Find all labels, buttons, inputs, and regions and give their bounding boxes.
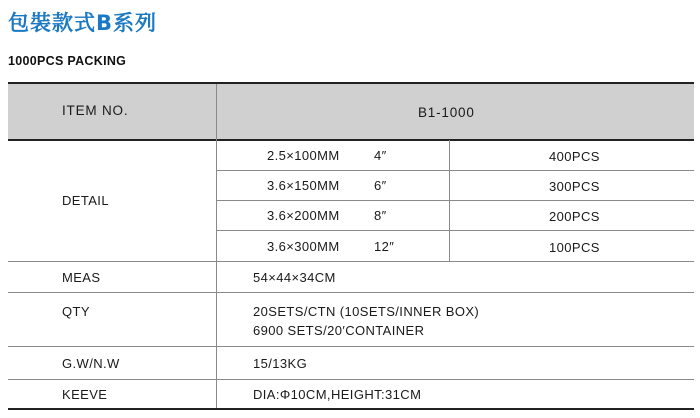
meas-bottom-rule <box>8 292 694 293</box>
detail-size: 3.6×200MM <box>267 208 340 223</box>
detail-divider-3 <box>216 230 694 231</box>
label-column-divider <box>216 84 217 408</box>
qty-bottom-rule <box>8 346 694 347</box>
detail-inch: 12″ <box>374 239 395 254</box>
meas-value: 54×44×34CM <box>253 270 336 285</box>
packing-subtitle: 1000PCS PACKING <box>8 54 127 68</box>
table-top-rule <box>8 82 694 84</box>
detail-qty: 300PCS <box>549 179 600 194</box>
keeve-value: DIA:Φ10CM,HEIGHT:31CM <box>253 387 422 402</box>
qty-line-2: 6900 SETS/20′CONTAINER <box>253 323 425 338</box>
detail-label: DETAIL <box>62 193 109 208</box>
qty-line-1: 20SETS/CTN (10SETS/INNER BOX) <box>253 304 480 319</box>
detail-size: 3.6×150MM <box>267 178 340 193</box>
detail-qty: 200PCS <box>549 209 600 224</box>
item-no-label: ITEM NO. <box>62 103 129 118</box>
detail-qty: 400PCS <box>549 149 600 164</box>
table-bottom-rule <box>8 408 694 410</box>
qty-label: QTY <box>62 304 90 319</box>
detail-inch: 6″ <box>374 178 387 193</box>
weight-value: 15/13KG <box>253 356 308 371</box>
detail-divider-1 <box>216 170 694 171</box>
page-title: 包裝款式B系列 <box>8 11 158 35</box>
detail-divider-2 <box>216 200 694 201</box>
detail-bottom-rule <box>8 261 694 262</box>
detail-inch: 8″ <box>374 208 387 223</box>
detail-qty: 100PCS <box>549 240 600 255</box>
detail-size: 3.6×300MM <box>267 239 340 254</box>
weight-label: G.W/N.W <box>62 356 120 371</box>
keeve-label: KEEVE <box>62 387 108 402</box>
detail-qty-column-divider <box>449 140 450 261</box>
header-bottom-rule <box>8 139 694 141</box>
packing-spec-table <box>8 82 694 410</box>
item-no-value: B1-1000 <box>418 105 475 120</box>
weight-bottom-rule <box>8 379 694 380</box>
detail-size: 2.5×100MM <box>267 148 340 163</box>
meas-label: MEAS <box>62 270 101 285</box>
detail-inch: 4″ <box>374 148 387 163</box>
